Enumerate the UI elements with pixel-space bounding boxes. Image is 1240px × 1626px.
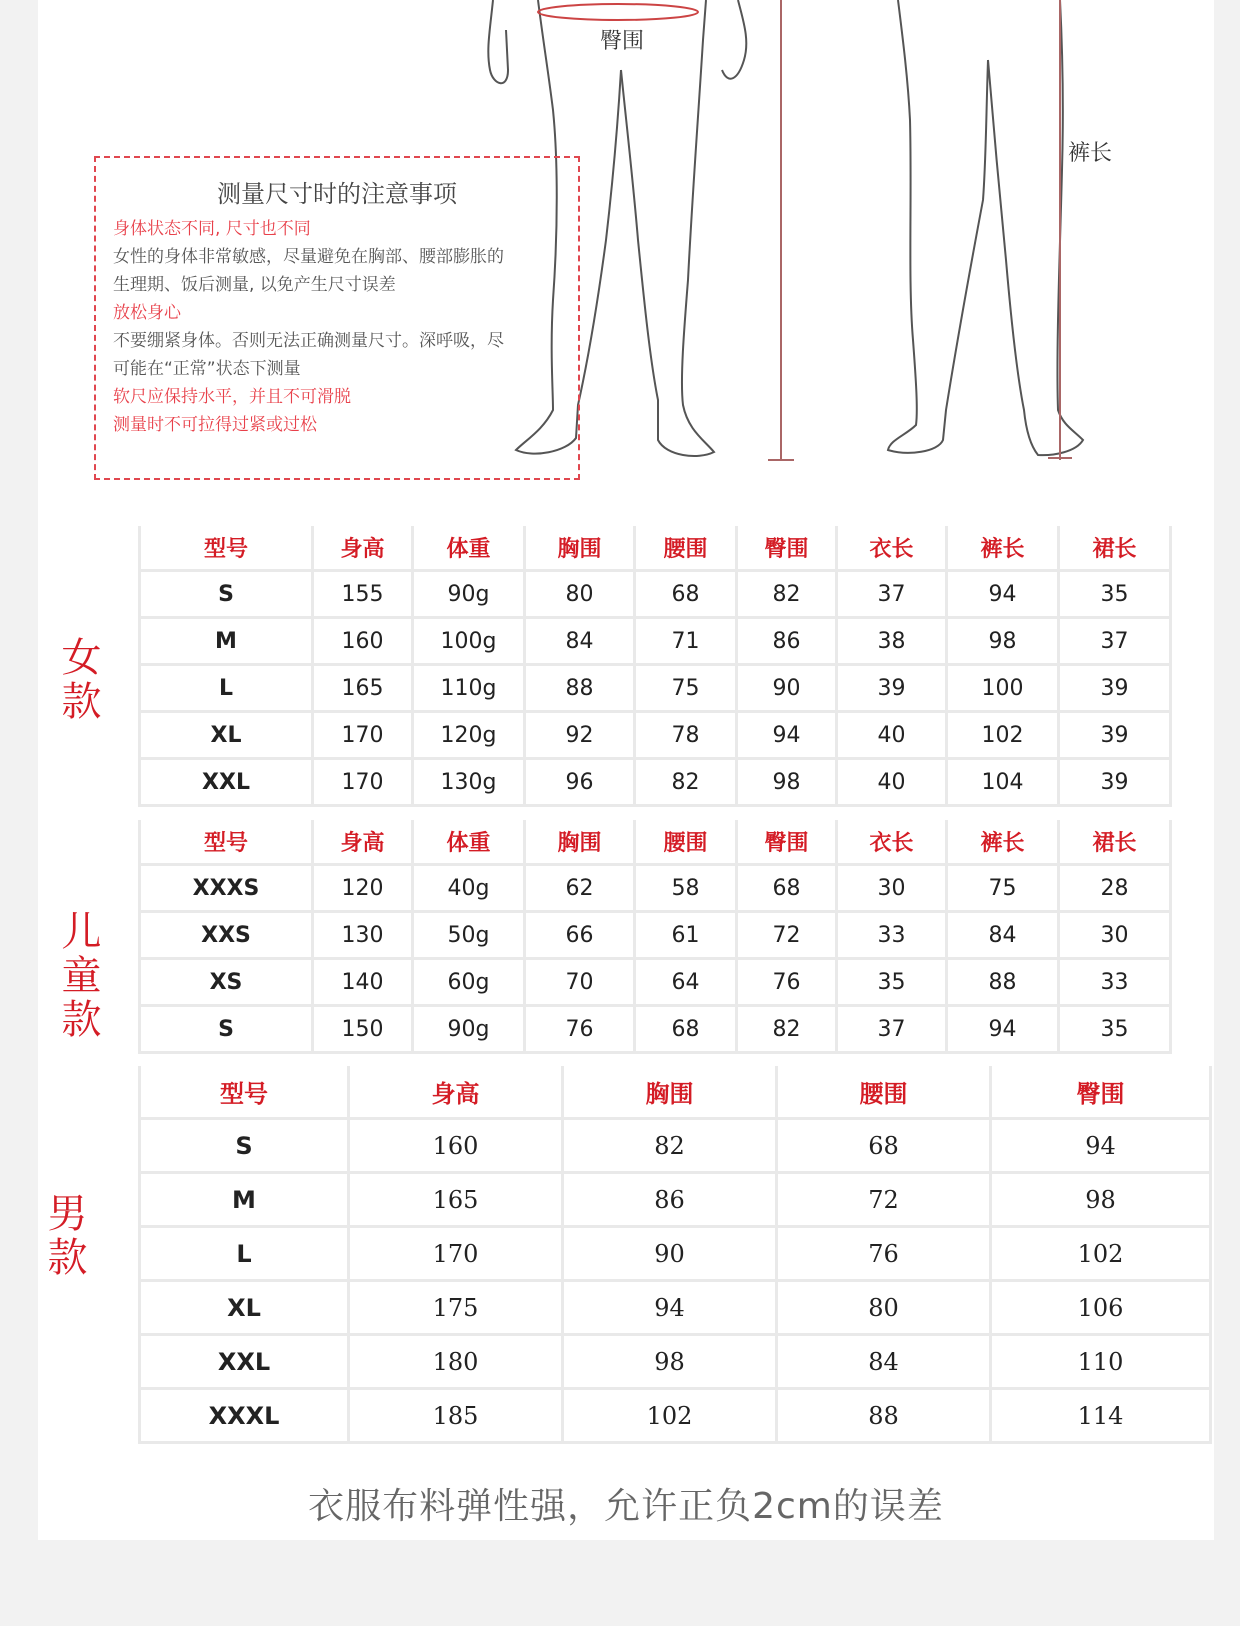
table-cell: 33: [838, 913, 948, 960]
table-cell: 86: [738, 619, 838, 666]
table-cell: 76: [738, 960, 838, 1007]
size-cell: S: [138, 1120, 350, 1174]
table-cell: 86: [564, 1174, 778, 1228]
table-cell: 58: [636, 866, 738, 913]
fabric-tolerance-note: 衣服布料弹性强，允许正负2cm的误差: [308, 1486, 944, 1527]
notice-line: 不要绷紧身体。否则无法正确测量尺寸。深呼吸，尽: [113, 331, 504, 351]
size-cell: L: [138, 1228, 350, 1282]
table-cell: 100: [948, 666, 1060, 713]
table-cell: 94: [948, 1007, 1060, 1054]
table-cell: 30: [838, 866, 948, 913]
table-cell: 76: [778, 1228, 992, 1282]
notice-line: 可能在“正常”状态下测量: [113, 359, 301, 379]
size-cell: M: [138, 619, 314, 666]
table-cell: 72: [738, 913, 838, 960]
table-cell: 39: [1060, 666, 1172, 713]
table-cell: 120g: [414, 713, 526, 760]
table-cell: 84: [948, 913, 1060, 960]
table-cell: 160: [314, 619, 414, 666]
table-cell: 38: [838, 619, 948, 666]
table-cell: 80: [526, 572, 636, 619]
table-cell: 98: [992, 1174, 1212, 1228]
column-header: 身高: [314, 820, 414, 866]
table-cell: 60g: [414, 960, 526, 1007]
table-cell: 130g: [414, 760, 526, 807]
table-cell: 114: [992, 1390, 1212, 1444]
column-header: 臀围: [738, 526, 838, 572]
size-cell: XL: [138, 713, 314, 760]
table-cell: 35: [1060, 1007, 1172, 1054]
table-cell: 82: [564, 1120, 778, 1174]
notice-line: 女性的身体非常敏感，尽量避免在胸部、腰部膨胀的: [113, 247, 504, 267]
column-header: 型号: [138, 820, 314, 866]
table-cell: 78: [636, 713, 738, 760]
column-header: 衣长: [838, 526, 948, 572]
size-cell: XXL: [138, 760, 314, 807]
table-cell: 92: [526, 713, 636, 760]
table-cell: 66: [526, 913, 636, 960]
table-cell: 71: [636, 619, 738, 666]
column-header: 腰围: [636, 526, 738, 572]
table-cell: 94: [738, 713, 838, 760]
table-cell: 76: [526, 1007, 636, 1054]
table-cell: 98: [564, 1336, 778, 1390]
table-cell: 120: [314, 866, 414, 913]
table-cell: 70: [526, 960, 636, 1007]
column-header: 型号: [138, 526, 314, 572]
notice-line: 软尺应保持水平，并且不可滑脱: [113, 387, 351, 407]
hip-measure-label: 臀围: [600, 29, 645, 54]
table-cell: 165: [350, 1174, 564, 1228]
size-cell: XS: [138, 960, 314, 1007]
table-cell: 33: [1060, 960, 1172, 1007]
column-header: 裤长: [948, 820, 1060, 866]
table-cell: 39: [838, 666, 948, 713]
table-cell: 37: [838, 1007, 948, 1054]
table-cell: 170: [314, 713, 414, 760]
table-cell: 130: [314, 913, 414, 960]
table-cell: 160: [350, 1120, 564, 1174]
table-cell: 68: [778, 1120, 992, 1174]
table-cell: 80: [778, 1282, 992, 1336]
column-header: 胸围: [564, 1066, 778, 1120]
table-cell: 35: [1060, 572, 1172, 619]
column-header: 裤长: [948, 526, 1060, 572]
table-cell: 90g: [414, 572, 526, 619]
pants-length-label: 裤长: [1068, 141, 1113, 166]
table-cell: 88: [526, 666, 636, 713]
table-cell: 28: [1060, 866, 1172, 913]
table-cell: 82: [738, 572, 838, 619]
table-cell: 90: [564, 1228, 778, 1282]
table-cell: 102: [564, 1390, 778, 1444]
table-cell: 140: [314, 960, 414, 1007]
table-cell: 37: [838, 572, 948, 619]
table-cell: 88: [948, 960, 1060, 1007]
table-cell: 88: [778, 1390, 992, 1444]
table-cell: 68: [738, 866, 838, 913]
column-header: 体重: [414, 526, 526, 572]
table-cell: 175: [350, 1282, 564, 1336]
kids-size-table: [138, 820, 1234, 1054]
notice-line: 测量时不可拉得过紧或过松: [113, 415, 317, 435]
table-cell: 98: [948, 619, 1060, 666]
column-header: 臀围: [992, 1066, 1212, 1120]
women-section-label: 女款: [55, 636, 101, 724]
size-cell: S: [138, 1007, 314, 1054]
size-cell: L: [138, 666, 314, 713]
table-cell: 100g: [414, 619, 526, 666]
table-cell: 150: [314, 1007, 414, 1054]
size-cell: XXXS: [138, 866, 314, 913]
table-cell: 110g: [414, 666, 526, 713]
measurement-notice-box: [94, 156, 580, 480]
size-cell: M: [138, 1174, 350, 1228]
men-size-table: [138, 1066, 1212, 1444]
table-cell: 40: [838, 713, 948, 760]
table-cell: 170: [314, 760, 414, 807]
column-header: 身高: [314, 526, 414, 572]
kids-section-label: 儿童款: [55, 910, 101, 1042]
table-cell: 68: [636, 1007, 738, 1054]
column-header: 裙长: [1060, 526, 1172, 572]
notice-title: 测量尺寸时的注意事项: [217, 180, 457, 208]
notice-line: 放松身心: [113, 303, 181, 323]
table-cell: 110: [992, 1336, 1212, 1390]
size-cell: XXL: [138, 1336, 350, 1390]
table-cell: 30: [1060, 913, 1172, 960]
column-header: 臀围: [738, 820, 838, 866]
table-cell: 90g: [414, 1007, 526, 1054]
table-cell: 98: [738, 760, 838, 807]
column-header: 胸围: [526, 820, 636, 866]
table-cell: 94: [948, 572, 1060, 619]
column-header: 裙长: [1060, 820, 1172, 866]
table-cell: 68: [636, 572, 738, 619]
table-cell: 64: [636, 960, 738, 1007]
size-cell: XXXL: [138, 1390, 350, 1444]
table-cell: 72: [778, 1174, 992, 1228]
men-section-label: 男款: [41, 1192, 87, 1280]
table-cell: 62: [526, 866, 636, 913]
notice-line: 生理期、饭后测量, 以免产生尺寸误差: [113, 275, 396, 295]
table-cell: 104: [948, 760, 1060, 807]
column-header: 型号: [138, 1066, 350, 1120]
table-cell: 180: [350, 1336, 564, 1390]
size-cell: S: [138, 572, 314, 619]
table-cell: 165: [314, 666, 414, 713]
table-cell: 82: [738, 1007, 838, 1054]
column-header: 身高: [350, 1066, 564, 1120]
table-cell: 102: [948, 713, 1060, 760]
table-cell: 185: [350, 1390, 564, 1444]
size-chart-sheet: [38, 0, 1214, 1540]
table-cell: 106: [992, 1282, 1212, 1336]
table-cell: 102: [992, 1228, 1212, 1282]
table-cell: 96: [526, 760, 636, 807]
table-cell: 90: [738, 666, 838, 713]
table-cell: 94: [992, 1120, 1212, 1174]
table-cell: 84: [778, 1336, 992, 1390]
table-cell: 40g: [414, 866, 526, 913]
table-cell: 39: [1060, 760, 1172, 807]
column-header: 体重: [414, 820, 526, 866]
column-header: 衣长: [838, 820, 948, 866]
table-cell: 155: [314, 572, 414, 619]
table-cell: 84: [526, 619, 636, 666]
size-cell: XL: [138, 1282, 350, 1336]
table-cell: 75: [636, 666, 738, 713]
table-cell: 40: [838, 760, 948, 807]
table-cell: 35: [838, 960, 948, 1007]
notice-line: 身体状态不同, 尺寸也不同: [113, 219, 311, 239]
table-cell: 94: [564, 1282, 778, 1336]
women-size-table: [138, 526, 1234, 807]
table-cell: 50g: [414, 913, 526, 960]
size-cell: XXS: [138, 913, 314, 960]
measurement-figure: [38, 0, 1214, 500]
table-cell: 61: [636, 913, 738, 960]
table-cell: 75: [948, 866, 1060, 913]
table-cell: 170: [350, 1228, 564, 1282]
table-cell: 82: [636, 760, 738, 807]
column-header: 腰围: [636, 820, 738, 866]
table-cell: 37: [1060, 619, 1172, 666]
table-cell: 39: [1060, 713, 1172, 760]
column-header: 腰围: [778, 1066, 992, 1120]
column-header: 胸围: [526, 526, 636, 572]
